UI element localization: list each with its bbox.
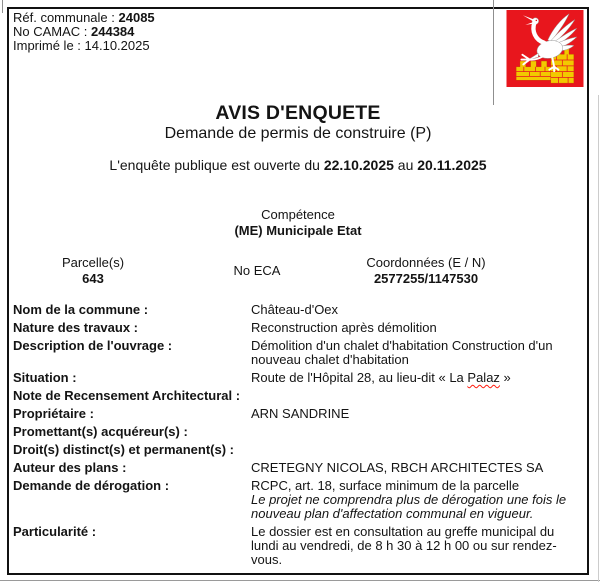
field-row-particularite — [13, 525, 583, 567]
field-label: Auteur des plans : — [13, 460, 127, 475]
ref-communale-value: 24085 — [118, 10, 155, 25]
competence-block — [13, 207, 583, 239]
field-value: Démolition d'un chalet d'habitation Construction d'un nouveau chalet d'habitation — [251, 338, 553, 367]
spellcheck-flagged-text: Palaz — [467, 370, 500, 385]
field-value — [251, 443, 583, 457]
field-row-nature-travaux — [13, 321, 583, 335]
competence-value: (ME) Municipale Etat — [234, 223, 362, 238]
field-value — [251, 389, 583, 403]
situation-text-suffix: » — [499, 370, 511, 385]
enquiry-join: au — [393, 157, 418, 173]
derogation-reference: RCPC, art. 18, surface minimum de la parcelle — [251, 478, 520, 493]
camac-value: 244384 — [91, 24, 135, 39]
printed-date-line — [13, 39, 583, 53]
enquiry-start-date: 22.10.2025 — [323, 157, 394, 173]
coordinates-label: Coordonnées (E / N) — [366, 255, 486, 270]
field-label: Promettant(s) acquéreur(s) : — [13, 424, 188, 439]
field-label: Situation : — [13, 370, 77, 385]
printed-date-label: Imprimé le : — [13, 38, 85, 53]
field-label: Nature des travaux : — [13, 320, 138, 335]
parcel-cell — [13, 255, 173, 287]
enquiry-prefix: L'enquête publique est ouverte du — [109, 157, 324, 173]
field-value: Reconstruction après démolition — [251, 320, 437, 335]
field-label: Propriétaire : — [13, 406, 94, 421]
camac-line — [13, 25, 583, 39]
page-edge-artifact-top-left — [2, 0, 3, 13]
coordinates-value: 2577255/1147530 — [373, 271, 479, 286]
field-label: Note de Recensement Architectural : — [13, 388, 241, 403]
field-row-commune — [13, 303, 583, 317]
parcel-number: 643 — [82, 271, 104, 286]
enquiry-period-line — [13, 157, 583, 173]
field-row-droits — [13, 443, 583, 457]
document-subtitle: Demande de permis de construire (P) — [164, 125, 432, 142]
avis-enquete-document — [7, 7, 589, 575]
field-value — [251, 371, 583, 385]
ref-communale-label: Réf. communale : — [13, 10, 119, 25]
page-edge-artifact-right — [598, 95, 599, 582]
document-header-refs — [13, 11, 583, 53]
printed-date-value: 14.10.2025 — [84, 38, 150, 53]
situation-text: Route de l'Hôpital 28, au lieu-dit « La — [251, 370, 468, 385]
eca-label: No ECA — [233, 263, 281, 278]
field-row-description-ouvrage — [13, 339, 583, 367]
parcel-label: Parcelle(s) — [61, 255, 125, 270]
field-label: Description de l'ouvrage : — [13, 338, 173, 353]
field-value: ARN SANDRINE — [251, 406, 350, 421]
crane-eye — [536, 20, 538, 22]
document-title: AVIS D'ENQUETE — [215, 102, 381, 124]
fields-list — [13, 303, 583, 567]
field-label: Droit(s) distinct(s) et permanent(s) : — [13, 442, 235, 457]
field-row-promettant — [13, 425, 583, 439]
derogation-note-italic: Le projet ne comprendra plus de dérogation une fois le nouveau plan d'affectation communal en vigueur. — [251, 492, 567, 521]
camac-label: No CAMAC : — [13, 24, 92, 39]
field-row-auteur-plans — [13, 461, 583, 475]
field-label: Particularité : — [13, 524, 97, 539]
ref-communale-line — [13, 11, 583, 25]
page-edge-artifact-bottom — [0, 580, 600, 581]
document-heading — [13, 103, 583, 173]
coat-of-arms-image — [506, 10, 584, 87]
field-label: Nom de la commune : — [13, 302, 149, 317]
field-row-recensement — [13, 389, 583, 403]
field-row-proprietaire — [13, 407, 583, 421]
field-value: Le dossier est en consultation au greffe municipal du lundi au vendredi, de 8 h 30 à 12 h 00 ou sur rendez-vous. — [251, 524, 557, 567]
coordinates-cell — [341, 255, 511, 287]
eca-cell — [173, 255, 341, 287]
parcel-info-row — [13, 255, 583, 287]
field-label: Demande de dérogation : — [13, 478, 170, 493]
field-row-derogation — [13, 479, 583, 521]
field-row-situation — [13, 371, 583, 385]
enquiry-end-date: 20.11.2025 — [417, 157, 487, 173]
field-value — [251, 425, 583, 439]
field-value — [251, 479, 583, 521]
crane-and-castle-emblem — [506, 10, 584, 87]
competence-label: Compétence — [261, 207, 335, 222]
field-value: Château-d'Oex — [251, 302, 339, 317]
field-value: CRETEGNY NICOLAS, RBCH ARCHITECTES SA — [251, 460, 544, 475]
